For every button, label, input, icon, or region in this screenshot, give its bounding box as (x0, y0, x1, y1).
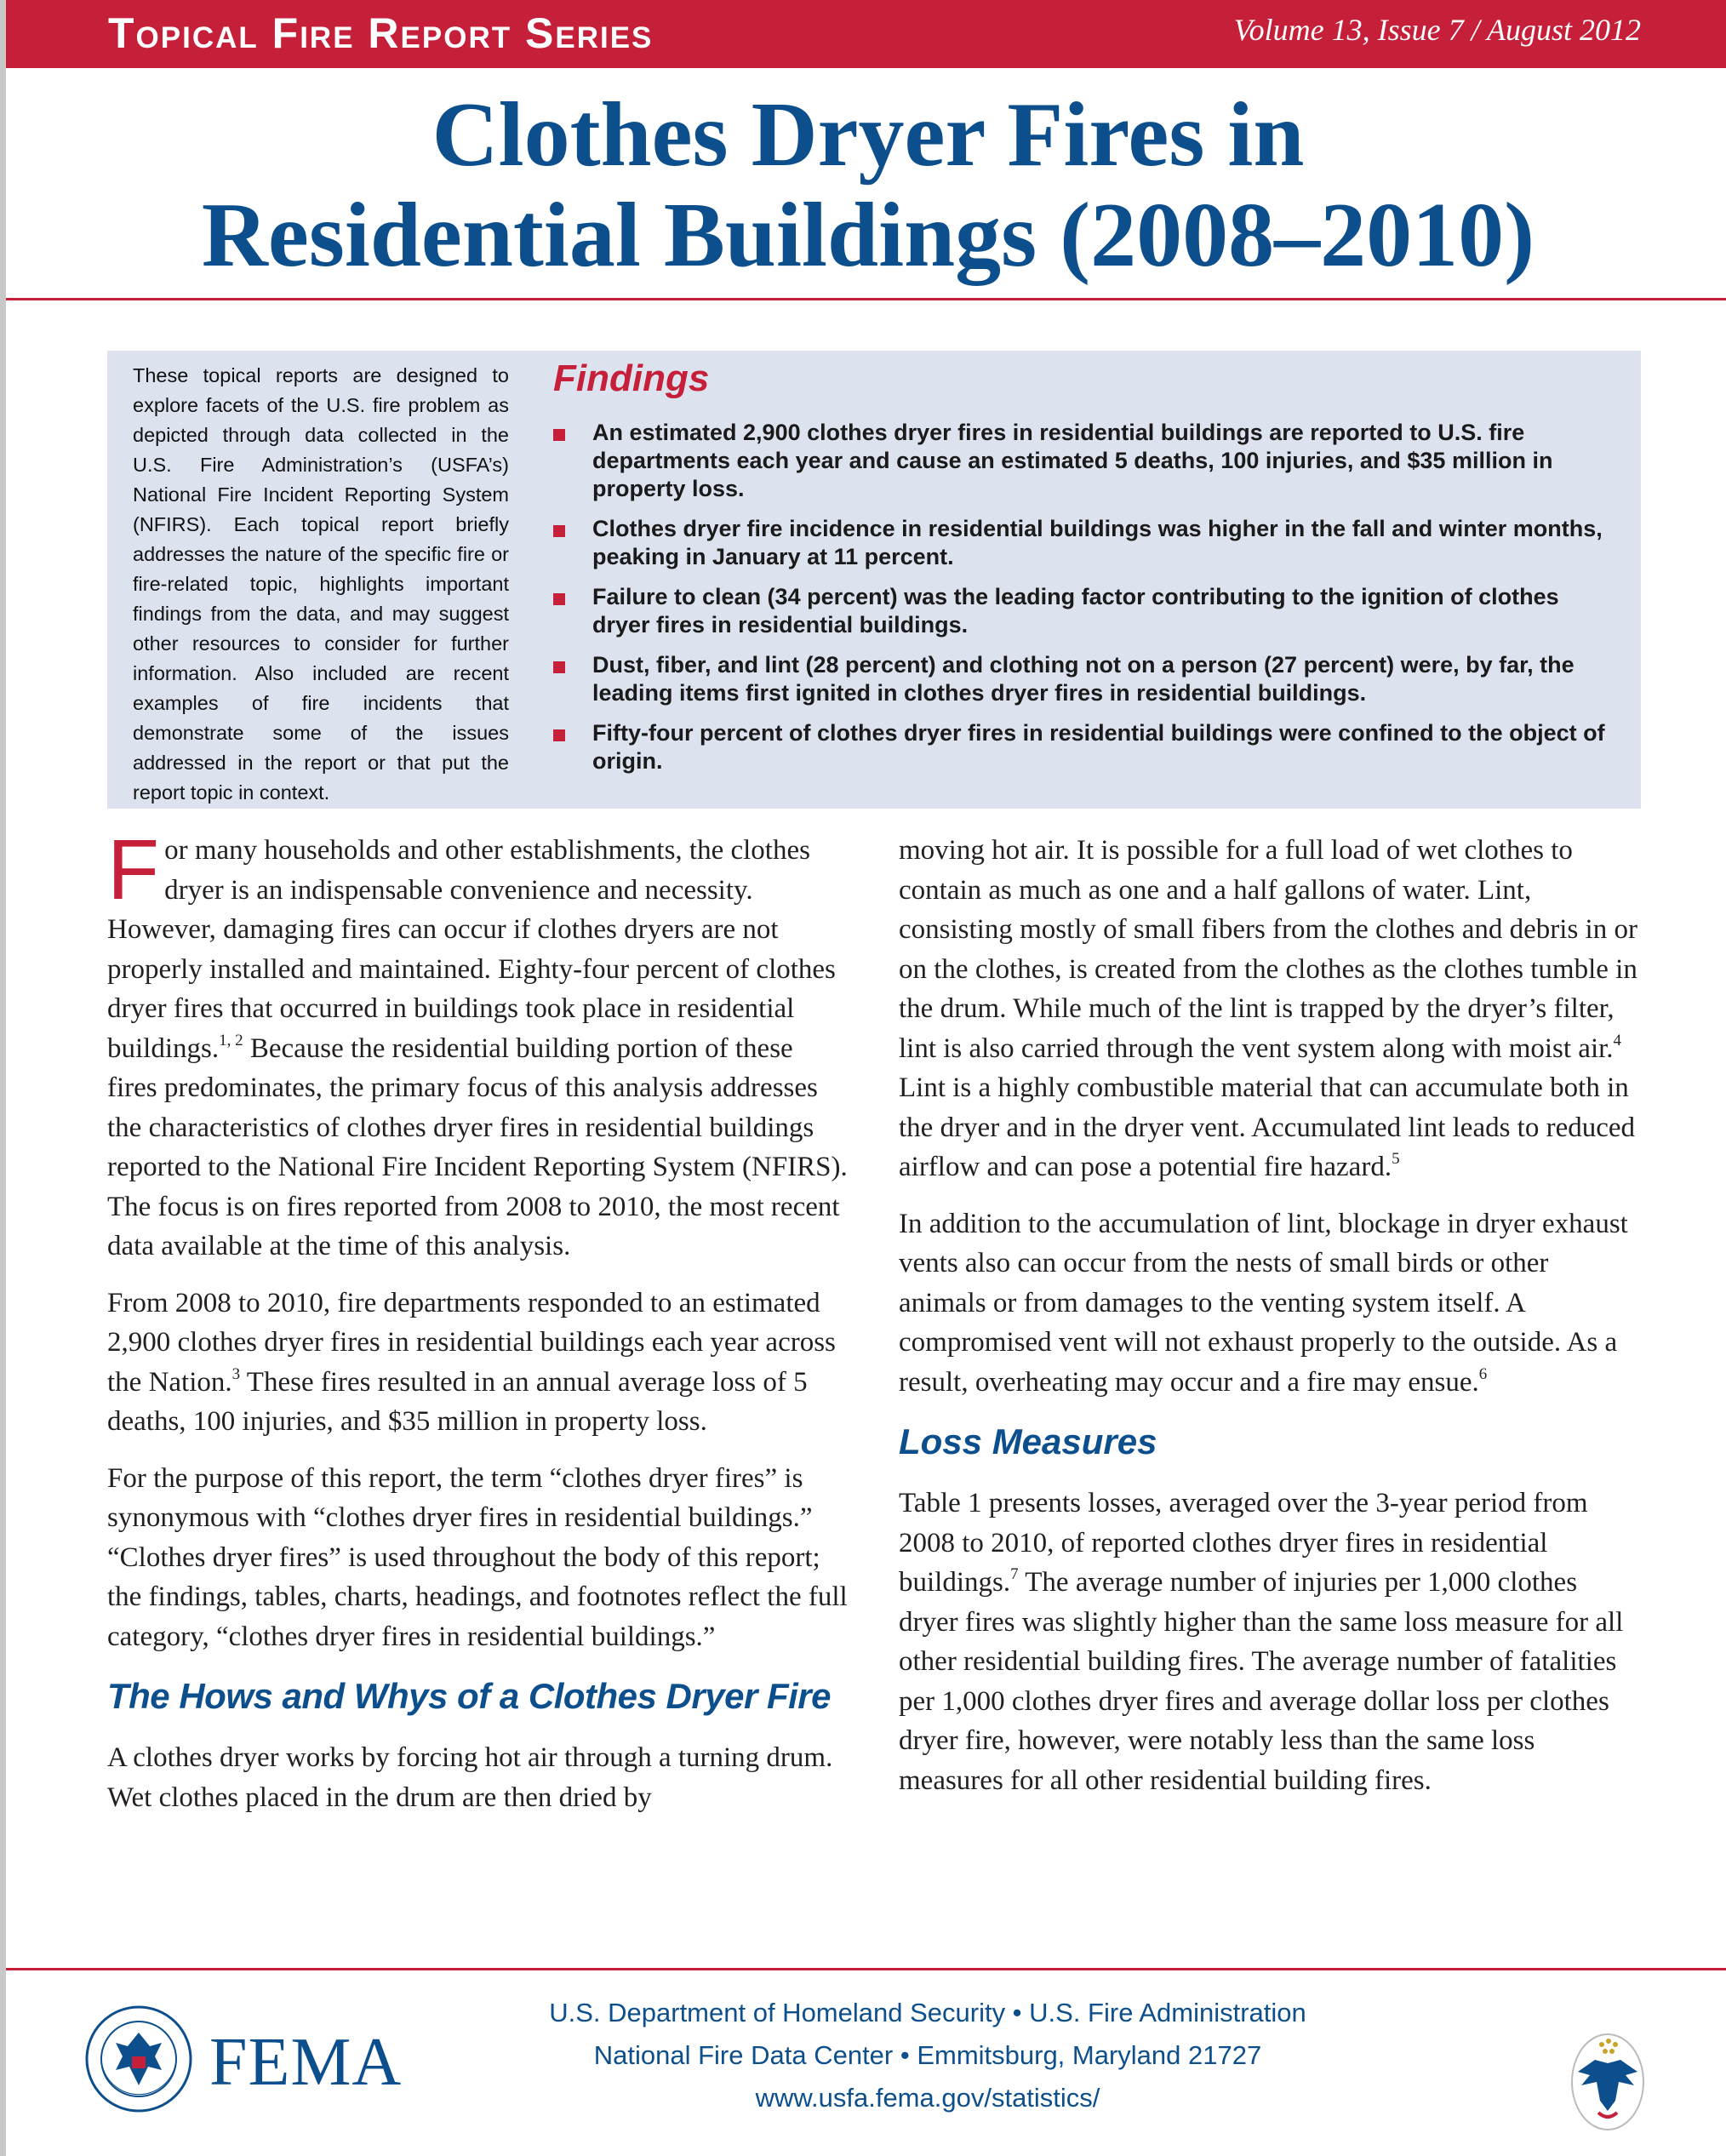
title-line-1: Clothes Dryer Fires in (432, 84, 1305, 186)
finding-text: Failure to clean (34 percent) was the leading factor contributing to the ignition of clothes dryer fires in residential buildings. (592, 584, 1559, 638)
dhs-seal-icon (85, 2005, 192, 2113)
finding-text: An estimated 2,900 clothes dryer fires in residential buildings are reported to U.S. fire departments each year and cause an estimated 5 deaths, 100 injuries, and $35 million in property loss. (592, 420, 1553, 501)
title-line-2: Residential Buildings (2008–2010) (201, 185, 1535, 286)
drop-cap: F (107, 822, 160, 918)
footer-address: National Fire Data Center • Emmitsburg, Maryland 21727 (593, 2040, 1262, 2070)
report-title (68, 85, 1668, 286)
body-text: Table 1 presents losses, averaged over the 3-year period from 2008 to 2010, of reported clothes dryer fires in residential buildings. (899, 1488, 1588, 1598)
footer-divider (6, 1968, 1726, 1970)
series-name: Topical Fire Report Series (108, 9, 654, 57)
section-heading-hows-whys: The Hows and Whys of a Clothes Dryer Fire (107, 1676, 831, 1716)
fema-logo: FEMA (209, 2025, 403, 2100)
footnote-ref[interactable]: 6 (1478, 1364, 1488, 1383)
footnote-ref[interactable]: 4 (1613, 1031, 1622, 1049)
bullet-square-icon (553, 593, 565, 605)
footer-agencies: U.S. Department of Homeland Security • U.S. Fire Administration (549, 1998, 1306, 2027)
issue-info: Volume 13, Issue 7 / August 2012 (1233, 13, 1641, 47)
footer-url-link[interactable]: www.usfa.fema.gov/statistics/ (755, 2083, 1100, 2113)
finding-item (552, 515, 1615, 571)
finding-text: Fifty-four percent of clothes dryer fires in residential buildings were confined to the object of origin. (592, 720, 1605, 774)
body-column-left (107, 822, 848, 1834)
body-paragraph (899, 1484, 1641, 1800)
finding-item (552, 651, 1615, 707)
bullet-square-icon (553, 661, 565, 673)
footnote-ref[interactable]: 7 (1010, 1565, 1019, 1583)
section-heading-loss-measures: Loss Measures (899, 1421, 1157, 1461)
body-text: moving hot air. It is possible for a full load of wet clothes to contain as much as one and a half gallons of water. Lint, consisting mostly of small fibers from the clothes and debris in or on the clothes, is created from the clothes as the clothes tumble in the drum. While much of the lint is trapped by the dryer’s filter, lint is also carried through the vent system along with moist air. (899, 835, 1637, 1064)
footnote-ref[interactable]: 3 (231, 1364, 241, 1383)
body-text: In addition to the accumulation of lint, blockage in dryer exhaust vents also can occur from the nests of small birds or other animals or from damages to the venting system itself. A compromised vent will not exhaust properly to the outside. As a result, overheating may occur and a fire may ensue. (899, 1208, 1628, 1398)
series-intro: These topical reports are designed to explore facets of the U.S. fire problem as depicted through data collected in the U.S. Fire Administration’s (USFA’s) National Fire Incident Reporting System (NFIRS). Each topical report briefly addresses the nature of the specific fire or fire-related topic, highlights important findings from the data, and may suggest other resources to consider for further information. Also included are recent examples of fire incidents that demonstrate some of the issues addressed in the report or that put the report topic in context. (133, 364, 509, 803)
title-divider (6, 298, 1726, 300)
body-paragraph: For the purpose of this report, the term “clothes dryer fires” is synonymous with “clothes dryer fires in residential buildings.” “Clothes dryer fires” is used throughout the body of this report; the findings, tables, charts, headings, and footnotes reflect the full category, “clothes dryer fires in residential buildings.” (107, 1462, 848, 1652)
body-text: Lint is a highly combustible material that can accumulate both in the dryer and in the dryer vent. Accumulated lint leads to reduced airflow and can pose a potential fire hazard. (899, 1072, 1636, 1182)
findings-heading: Findings (553, 357, 710, 399)
findings-list (552, 419, 1615, 787)
finding-item (552, 583, 1615, 639)
finding-item (552, 719, 1615, 775)
series-banner (6, 0, 1726, 68)
body-paragraph (899, 1204, 1641, 1403)
finding-text: Dust, fiber, and lint (28 percent) and clothing not on a person (27 percent) were, by far, the leading items first ignited in clothes dryer fires in residential buildings. (592, 652, 1575, 706)
bullet-square-icon (553, 729, 565, 741)
usfa-eagle-icon (1569, 2029, 1646, 2131)
body-column-right (899, 831, 1641, 1817)
body-paragraph (107, 1738, 848, 1817)
footer-text (477, 1992, 1379, 2119)
body-paragraph-continued (899, 831, 1641, 1187)
page-edge (0, 0, 6, 2156)
footnote-ref[interactable]: 1, 2 (219, 1031, 243, 1049)
finding-text: Clothes dryer fire incidence in residential buildings was higher in the fall and winter months, peaking in January at 11 percent. (592, 516, 1603, 569)
body-text: The average number of injuries per 1,000 clothes dryer fires was slightly higher than the same loss measure for all other residential building fires. The average number of fatalities per 1,000 clothes dryer fires and average dollar loss per clothes dryer fire, however, were notably less than the same loss measures for all other residential building fires. (899, 1567, 1624, 1796)
body-paragraph: For many households and other establishments, the clothes dryer is an indispensable convenience and necessity. However, damaging fires can occur if clothes dryers are not properly installed and maintained. Eighty-four percent of clothes dryer fires that occurred in buildings took place in residential buildings.$^{1, 2}$ Because the residential building portion of these fires predominates, the primary focus of this analysis addresses the characteristics of clothes dryer fires in residential buildings reported to the National Fire Incident Reporting System (NFIRS). The focus is on fires reported from 2008 to 2010, the most recent data available at the time of this analysis. (107, 822, 848, 1261)
footnote-ref[interactable]: 5 (1392, 1150, 1400, 1168)
body-paragraph: From 2008 to 2010, fire departments responded to an estimated 2,900 clothes dryer fires in residential buildings each year across the Nation.$^3$ These fires resulted in an annual average loss of 5 deaths, 100 injuries, and $35 million in property loss. (107, 1287, 836, 1437)
finding-item (552, 419, 1615, 503)
body-paragraph-start: A clothes dryer works by forcing hot air through a turning drum. Wet clothes placed in the drum are then dried by (107, 1742, 833, 1813)
bullet-square-icon (553, 429, 565, 441)
bullet-square-icon (553, 525, 565, 537)
